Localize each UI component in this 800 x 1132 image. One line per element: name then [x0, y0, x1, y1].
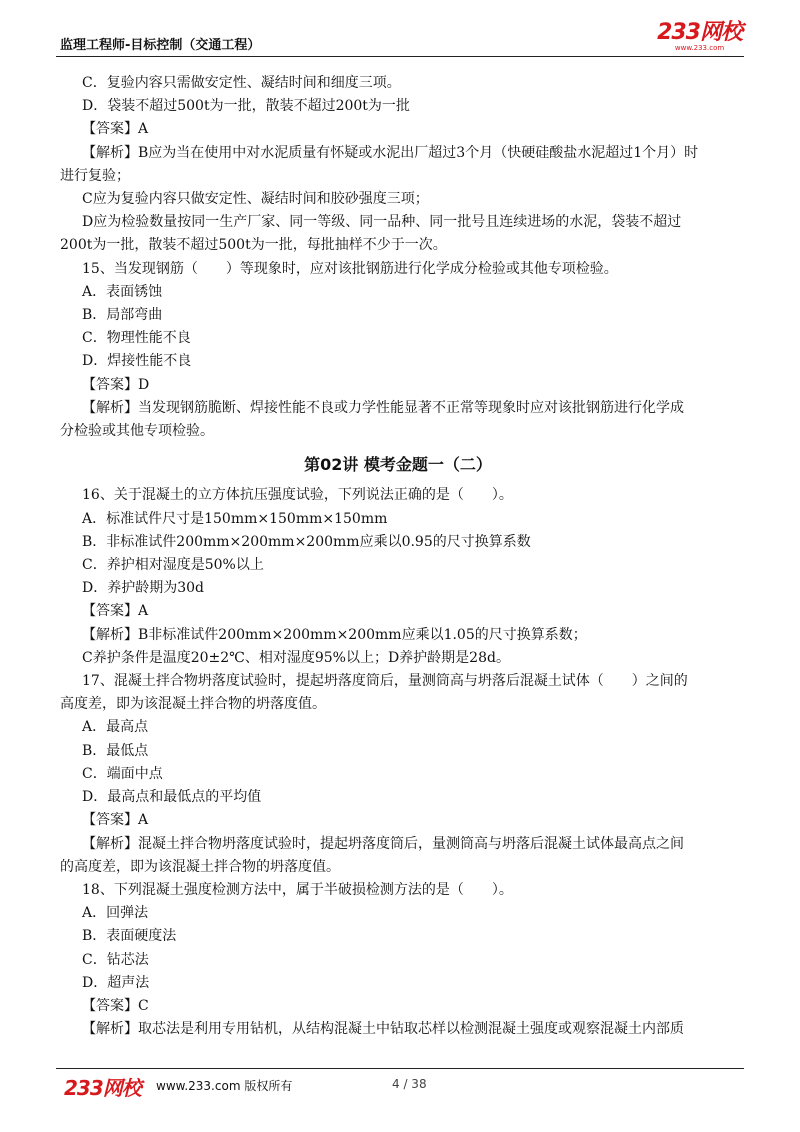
document-body	[60, 72, 734, 1041]
question-15: 15、当发现钢筋（ ）等现象时，应对该批钢筋进行化学成分检验或其他专项检验。	[82, 260, 618, 277]
analysis-line: C养护条件是温度20±2℃、相对湿度95%以上；D养护龄期是28d。	[82, 649, 510, 666]
footer-copyright: www.233.com 版权所有	[156, 1079, 293, 1093]
analysis-line: 的高度差，即为该混凝土拌合物的坍落度值。	[60, 858, 340, 875]
logo-url: www.233.com	[674, 44, 725, 52]
footer-logo: 233网校	[64, 1076, 141, 1100]
analysis-line: 分检验或其他专项检验。	[60, 423, 214, 440]
question-17: 17、混凝土拌合物坍落度试验时，提起坍落度筒后，量测筒高与坍落后混凝土试体（ ）之间的	[82, 673, 688, 690]
logo-text: 233网校	[657, 20, 742, 45]
question-16: 16、关于混凝土的立方体抗压强度试验，下列说法正确的是（ ）。	[82, 487, 513, 504]
page-number: 4 / 38	[392, 1077, 427, 1091]
section-title: 第02讲 模考金题一（二）	[304, 455, 492, 475]
option-d: D．超声法	[82, 974, 150, 991]
option-d: D．最高点和最低点的平均值	[82, 789, 262, 806]
option-b: B．最低点	[82, 742, 149, 759]
analysis-line: 【解析】混凝土拌合物坍落度试验时，提起坍落度筒后，量测筒高与坍落后混凝土试体最高点之间	[82, 835, 684, 852]
option-c: C．钻芯法	[82, 951, 149, 968]
answer-line: 【答案】D	[82, 376, 150, 393]
answer-line: 【答案】C	[82, 997, 149, 1014]
analysis-line: 【解析】B应为当在使用中对水泥质量有怀疑或水泥出厂超过3个月（快硬硅酸盐水泥超过1个月）时	[82, 144, 699, 161]
question-17-cont: 高度差，即为该混凝土拌合物的坍落度值。	[60, 696, 326, 713]
analysis-line: 【解析】B非标准试件200mm×200mm×200mm应乘以1.05的尺寸换算系数；	[82, 626, 587, 643]
option-a: A．表面锈蚀	[82, 283, 163, 300]
footer-divider	[56, 1068, 744, 1069]
page-header	[56, 22, 744, 56]
header-title: 监理工程师-目标控制（交通工程）	[60, 38, 261, 53]
option-b: B．表面硬度法	[82, 928, 177, 945]
option-c: C．养护相对湿度是50%以上	[82, 557, 264, 574]
option-c: C．物理性能不良	[82, 330, 191, 347]
analysis-line: 200t为一批，散装不超过500t为一批，每批抽样不少于一次。	[60, 237, 447, 254]
brand-logo	[657, 22, 742, 52]
answer-line: 【答案】A	[82, 603, 149, 620]
analysis-line: 【解析】当发现钢筋脆断、焊接性能不良或力学性能显著不正常等现象时应对该批钢筋进行化学成	[82, 399, 684, 416]
option-a: A．标准试件尺寸是150mm×150mm×150mm	[82, 510, 388, 527]
option-c: C．端面中点	[82, 765, 163, 782]
answer-line: 【答案】A	[82, 812, 149, 829]
option-a: A．最高点	[82, 719, 149, 736]
analysis-line: D应为检验数量按同一生产厂家、同一等级、同一品种、同一批号且连续进场的水泥，袋装不超过	[82, 214, 682, 231]
option-b: B．非标准试件200mm×200mm×200mm应乘以0.95的尺寸换算系数	[82, 533, 531, 550]
option-d: D．焊接性能不良	[82, 353, 192, 370]
analysis-line: 【解析】取芯法是利用专用钻机，从结构混凝土中钻取芯样以检测混凝土强度或观察混凝土内部质	[82, 1021, 684, 1038]
header-divider	[56, 56, 744, 57]
option-line: C．复验内容只需做安定性、凝结时间和细度三项。	[82, 75, 401, 91]
analysis-line: C应为复验内容只做安定性、凝结时间和胶砂强度三项；	[82, 191, 429, 208]
option-d: D．养护龄期为30d	[82, 580, 205, 597]
page-footer	[56, 1072, 744, 1100]
option-line: D．袋装不超过500t为一批，散装不超过200t为一批	[82, 98, 410, 115]
answer-line: 【答案】A	[82, 121, 149, 138]
analysis-line: 进行复验；	[60, 167, 130, 184]
question-18: 18、下列混凝土强度检测方法中，属于半破损检测方法的是（ ）。	[82, 881, 513, 898]
option-a: A．回弹法	[82, 905, 149, 922]
option-b: B．局部弯曲	[82, 307, 163, 324]
